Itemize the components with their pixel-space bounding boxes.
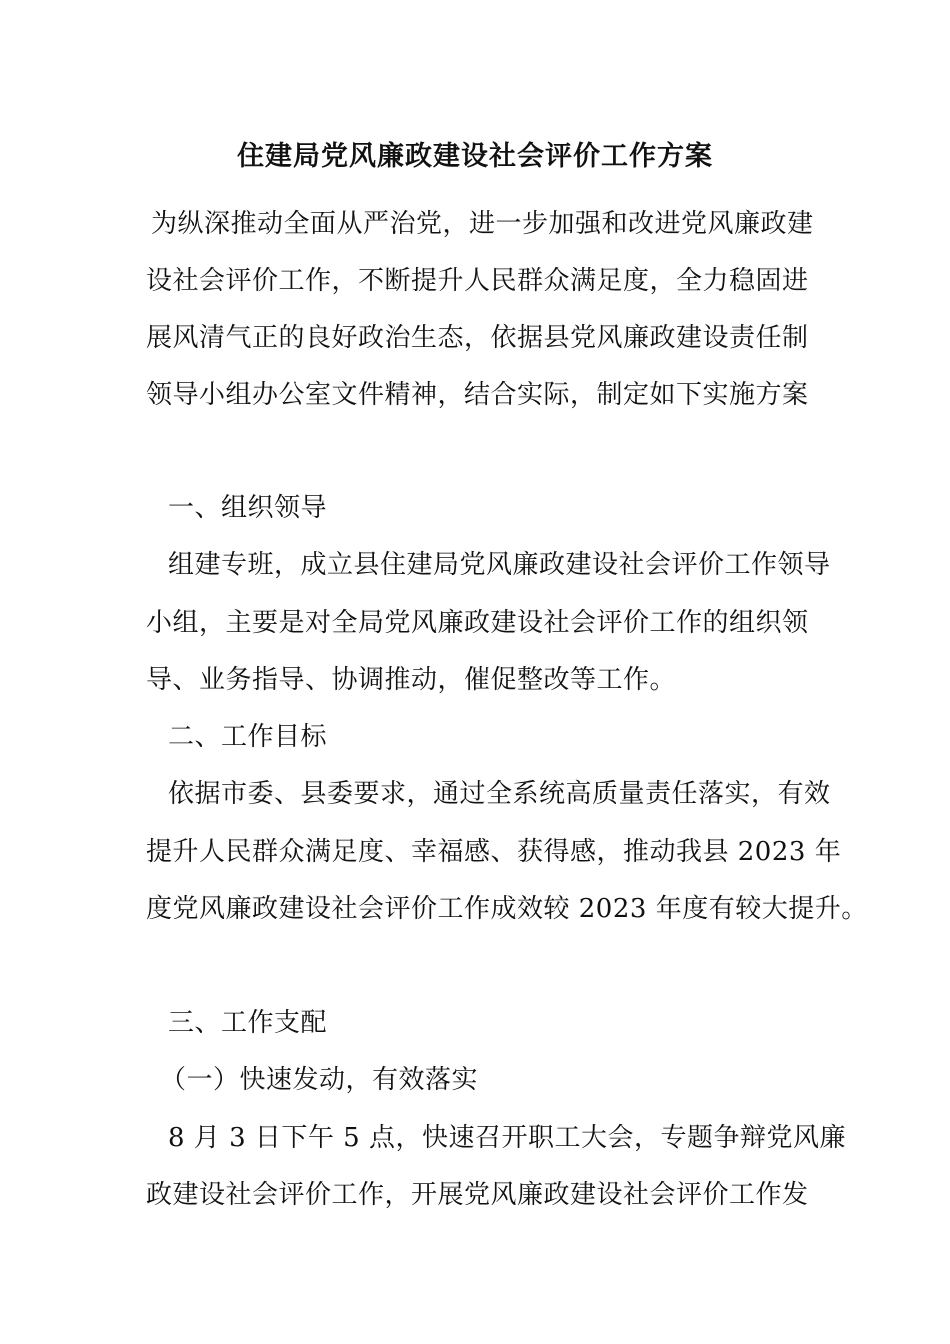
section-heading: 一、组织领导: [168, 493, 328, 523]
section-heading: 二、工作目标: [168, 722, 328, 752]
paragraph-line: 8 月 3 日下午 5 点，快速召开职工大会，专题争辩党风廉: [168, 1123, 846, 1153]
paragraph-line: 小组，主要是对全局党风廉政建设社会评价工作的组织领: [146, 608, 809, 638]
paragraph-line: 设社会评价工作，不断提升人民群众满足度，全力稳固进: [146, 266, 809, 296]
document-title: 住建局党风廉政建设社会评价工作方案: [237, 141, 713, 172]
section-heading: 三、工作支配: [168, 1008, 328, 1038]
paragraph-line: 依据市委、县委要求，通过全系统高质量责任落实，有效: [168, 779, 831, 809]
paragraph-line: 政建设社会评价工作，开展党风廉政建设社会评价工作发: [146, 1180, 809, 1210]
paragraph-line: 领导小组办公室文件精神，结合实际，制定如下实施方案: [146, 380, 809, 410]
paragraph-line: 为纵深推动全面从严治党，进一步加强和改进党风廉政建: [151, 209, 814, 239]
paragraph-line: 展风清气正的良好政治生态，依据县党风廉政建设责任制: [146, 323, 809, 353]
subsection-heading: （一）快速发动，有效落实: [160, 1065, 479, 1095]
paragraph-line: 组建专班，成立县住建局党风廉政建设社会评价工作领导: [168, 550, 831, 580]
paragraph-line: 度党风廉政建设社会评价工作成效较 2023 年度有较大提升。: [146, 894, 868, 924]
paragraph-line: 导、业务指导、协调推动，催促整改等工作。: [146, 665, 677, 695]
paragraph-line: 提升人民群众满足度、幸福感、获得感，推动我县 2023 年: [146, 837, 842, 867]
